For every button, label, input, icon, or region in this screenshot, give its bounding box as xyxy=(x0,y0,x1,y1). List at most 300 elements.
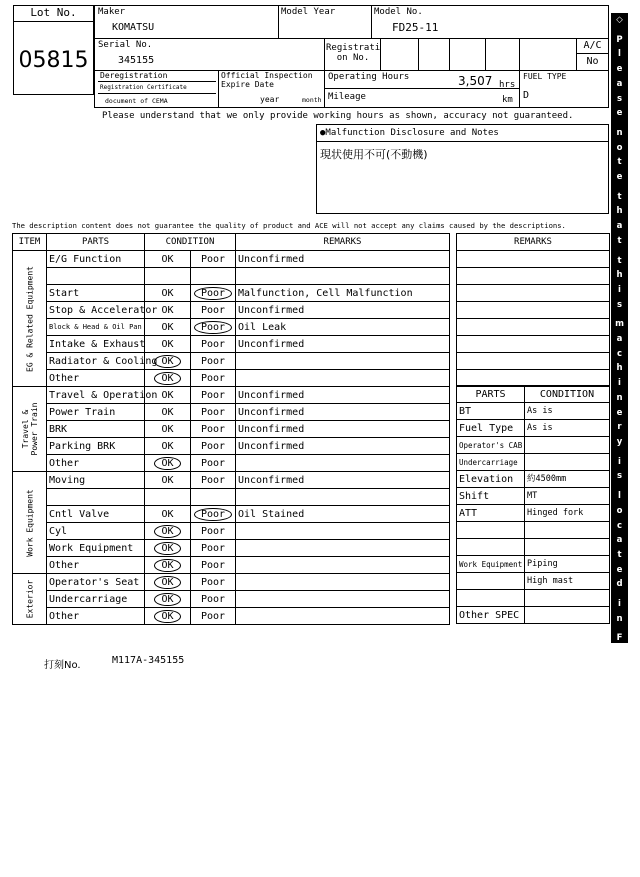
remark-cell xyxy=(236,370,450,387)
part-name: Parking BRK xyxy=(47,438,145,455)
ok-mark: OK xyxy=(161,389,174,401)
hours-notice: Please understand that we only provide working hours as shown, accuracy not guaranteed. xyxy=(102,111,574,121)
side-char: k xyxy=(616,677,623,688)
spec-condition: Hinged fork xyxy=(525,505,610,522)
table-row xyxy=(13,302,450,319)
poor-mark: Poor xyxy=(200,593,226,605)
spec-part xyxy=(457,522,525,539)
poor-cell xyxy=(191,421,236,438)
table-row xyxy=(457,420,610,437)
spec-part: Work Equipment xyxy=(457,556,525,573)
side-char: l xyxy=(618,49,621,60)
ok-mark: OK xyxy=(161,508,174,520)
remark-cell xyxy=(236,574,450,591)
poor-cell xyxy=(191,370,236,387)
table-row xyxy=(457,505,610,522)
poor-mark: Poor xyxy=(200,389,226,401)
side-char: n xyxy=(616,127,623,138)
poor-mark: Poor xyxy=(200,474,226,486)
ok-mark: OK xyxy=(154,355,180,368)
group-label: Work Equipment xyxy=(25,488,34,557)
poor-mark: Poor xyxy=(200,338,226,350)
spec-part xyxy=(457,573,525,590)
table-row xyxy=(457,454,610,471)
side-char: t xyxy=(617,549,622,560)
poor-cell xyxy=(191,489,236,506)
poor-mark: Poor xyxy=(200,525,226,537)
side-char: e xyxy=(616,172,623,183)
side-char: a xyxy=(616,334,623,345)
part-name: Radiator & Cooling xyxy=(47,353,145,370)
side-char: a xyxy=(616,535,623,546)
registration-label: Registrati on No. xyxy=(326,43,381,63)
side-char: o xyxy=(616,648,623,659)
spec-condition xyxy=(525,437,610,454)
spec-part: Shift xyxy=(457,488,525,505)
ok-mark: OK xyxy=(154,525,180,538)
remark-cell xyxy=(236,608,450,625)
remark-cell: Unconfirmed xyxy=(236,336,450,353)
poor-mark: Poor xyxy=(200,576,226,588)
poor-cell xyxy=(191,285,236,302)
remark-blank xyxy=(457,268,610,285)
side-char: e xyxy=(616,564,623,575)
ok-cell xyxy=(145,489,191,506)
ok-mark: OK xyxy=(161,304,174,316)
poor-cell xyxy=(191,251,236,268)
part-name: Undercarriage xyxy=(47,591,145,608)
poor-cell xyxy=(191,455,236,472)
table-row xyxy=(457,607,610,624)
remark-blank xyxy=(457,251,610,268)
part-name: Operator's Seat xyxy=(47,574,145,591)
side-char: g xyxy=(616,844,623,855)
lot-no: 05815 xyxy=(18,48,89,73)
poor-mark: Poor xyxy=(200,304,226,316)
group-cell xyxy=(13,472,47,574)
part-name: Cyl xyxy=(47,523,145,540)
table-row xyxy=(13,353,450,370)
remark-cell: Oil Stained xyxy=(236,506,450,523)
side-char: s xyxy=(616,299,623,310)
remark-cell: Unconfirmed xyxy=(236,387,450,404)
table-row xyxy=(457,488,610,505)
lot-no-label: Lot No. xyxy=(30,6,77,19)
spec-condition xyxy=(525,590,610,607)
remark-cell: Unconfirmed xyxy=(236,404,450,421)
side-char: l xyxy=(618,692,621,703)
ok-cell xyxy=(145,319,191,336)
side-char: t xyxy=(617,157,622,168)
ok-cell xyxy=(145,285,191,302)
ok-cell xyxy=(145,438,191,455)
side-char: a xyxy=(616,221,623,232)
table-row xyxy=(457,539,610,556)
ok-cell xyxy=(145,251,191,268)
spec-condition: High mast xyxy=(525,573,610,590)
spec-condition: MT xyxy=(525,488,610,505)
table-row xyxy=(13,557,450,574)
header-item: ITEM xyxy=(13,234,47,251)
remark-cell: Malfunction, Cell Malfunction xyxy=(236,285,450,302)
ok-cell xyxy=(145,557,191,574)
spec-condition xyxy=(525,522,610,539)
deregistration-label: Deregistration xyxy=(100,71,168,80)
footer-label: 打刻No. xyxy=(44,660,81,671)
remark-cell xyxy=(236,591,450,608)
model-year-label: Model Year xyxy=(281,7,336,17)
side-char: i xyxy=(618,284,621,295)
group-cell xyxy=(13,574,47,625)
right-remarks-table xyxy=(456,233,610,387)
part-name: Start xyxy=(47,285,145,302)
ok-mark: OK xyxy=(154,372,180,385)
part-name: Work Equipment xyxy=(47,540,145,557)
ok-mark: OK xyxy=(161,423,174,435)
table-row xyxy=(13,319,450,336)
remark-cell: Unconfirmed xyxy=(236,251,450,268)
part-name: Cntl Valve xyxy=(47,506,145,523)
operating-hours-value: 3,507 xyxy=(458,74,493,88)
ok-mark: OK xyxy=(154,542,180,555)
side-char: i xyxy=(618,456,621,467)
condition-table xyxy=(12,233,450,625)
month-label: month xyxy=(302,96,322,104)
table-row xyxy=(457,590,610,607)
poor-cell xyxy=(191,319,236,336)
table-row xyxy=(13,370,450,387)
ok-mark: OK xyxy=(161,474,174,486)
poor-mark: Poor xyxy=(200,355,226,367)
ok-cell xyxy=(145,523,191,540)
part-name: Travel & Operation xyxy=(47,387,145,404)
part-name: Power Train xyxy=(47,404,145,421)
ok-cell xyxy=(145,472,191,489)
spec-condition: As is xyxy=(525,420,610,437)
table-row xyxy=(13,268,450,285)
poor-cell xyxy=(191,336,236,353)
maker-label: Maker xyxy=(98,7,126,17)
remark-blank xyxy=(457,336,610,353)
side-char: m xyxy=(615,319,624,330)
side-char: c xyxy=(616,348,623,359)
table-row xyxy=(457,285,610,302)
side-char: t xyxy=(617,736,622,747)
table-row xyxy=(13,591,450,608)
poor-cell xyxy=(191,523,236,540)
malfunction-text: 現状使用不可(不動機) xyxy=(320,148,428,161)
poor-cell xyxy=(191,591,236,608)
table-row xyxy=(457,403,610,420)
group-cell xyxy=(13,251,47,387)
side-char: F xyxy=(616,633,623,644)
side-char: n xyxy=(616,829,623,840)
spec-condition: Piping xyxy=(525,556,610,573)
remark-cell xyxy=(236,268,450,285)
spec-part: BT xyxy=(457,403,525,420)
remark-cell: Unconfirmed xyxy=(236,302,450,319)
inspection-label: Official Inspection Expire Date xyxy=(221,71,313,89)
hrs-unit: hrs xyxy=(499,80,516,90)
poor-cell xyxy=(191,574,236,591)
part-name xyxy=(47,268,145,285)
poor-mark: Poor xyxy=(200,542,226,554)
ok-mark: OK xyxy=(161,440,174,452)
part-name: Stop & Accelerator xyxy=(47,302,145,319)
table-row xyxy=(457,251,610,268)
part-name: Block & Head & Oil Pan xyxy=(47,319,145,336)
side-char: o xyxy=(616,505,623,516)
remark-blank xyxy=(457,302,610,319)
poor-cell xyxy=(191,404,236,421)
spec-parts-header: PARTS xyxy=(457,386,525,403)
table-row xyxy=(13,608,450,625)
table-row xyxy=(13,387,450,404)
table-row xyxy=(13,438,450,455)
table-row xyxy=(457,268,610,285)
part-name: E/G Function xyxy=(47,251,145,268)
side-char: t xyxy=(617,235,622,246)
side-char: o xyxy=(616,142,623,153)
spec-condition xyxy=(525,539,610,556)
ok-cell xyxy=(145,268,191,285)
spec-part xyxy=(457,539,525,556)
poor-cell xyxy=(191,438,236,455)
side-char: e xyxy=(616,407,623,418)
km-unit: km xyxy=(502,95,513,105)
poor-cell xyxy=(191,540,236,557)
serial-no-value: 345155 xyxy=(118,55,155,66)
remark-cell xyxy=(236,523,450,540)
side-char: c xyxy=(616,520,623,531)
ok-cell xyxy=(145,574,191,591)
cema-label: document of CEMA xyxy=(105,97,168,105)
remark-cell xyxy=(236,489,450,506)
ok-mark: OK xyxy=(154,576,180,589)
side-char: i xyxy=(618,814,621,825)
spec-part xyxy=(457,590,525,607)
ok-mark: OK xyxy=(161,253,174,265)
ok-mark: OK xyxy=(161,321,174,333)
mileage-label: Mileage xyxy=(328,92,366,102)
side-char: y xyxy=(616,436,623,447)
poor-mark: Poor xyxy=(194,287,232,300)
side-char: s xyxy=(616,471,623,482)
remark-cell: Unconfirmed xyxy=(236,472,450,489)
side-char: e xyxy=(616,64,623,75)
table-row xyxy=(457,437,610,454)
remark-cell xyxy=(236,557,450,574)
poor-mark: Poor xyxy=(200,372,226,384)
ok-cell xyxy=(145,421,191,438)
part-name: Other xyxy=(47,608,145,625)
table-row xyxy=(457,319,610,336)
table-row xyxy=(13,251,450,268)
side-char: ◇ xyxy=(616,863,623,874)
table-row xyxy=(457,353,610,370)
remark-blank xyxy=(457,285,610,302)
footer-value: M117A-345155 xyxy=(112,655,185,666)
ok-cell xyxy=(145,455,191,472)
poor-cell xyxy=(191,506,236,523)
maker-value: KOMATSU xyxy=(112,22,155,33)
table-row xyxy=(13,404,450,421)
poor-cell xyxy=(191,472,236,489)
ok-cell xyxy=(145,336,191,353)
side-char: a xyxy=(616,78,623,89)
serial-no-label: Serial No. xyxy=(98,40,153,50)
remark-cell xyxy=(236,353,450,370)
side-char: P xyxy=(616,34,623,45)
side-char: h xyxy=(616,206,623,217)
table-row xyxy=(13,285,450,302)
side-char: P xyxy=(616,756,623,767)
ok-cell xyxy=(145,540,191,557)
remark-cell xyxy=(236,540,450,557)
ok-mark: OK xyxy=(161,406,174,418)
side-char: r xyxy=(617,662,622,673)
table-row xyxy=(457,370,610,387)
side-char: h xyxy=(616,363,623,374)
ok-cell xyxy=(145,608,191,625)
table-row xyxy=(457,471,610,488)
poor-cell xyxy=(191,353,236,370)
side-notice xyxy=(611,13,628,874)
side-char: k xyxy=(616,800,623,811)
side-char: n xyxy=(616,392,623,403)
table-row xyxy=(13,489,450,506)
spec-part: Fuel Type xyxy=(457,420,525,437)
side-char: i xyxy=(618,706,621,717)
poor-mark: Poor xyxy=(194,508,232,521)
part-name: Intake & Exhaust xyxy=(47,336,145,353)
table-row xyxy=(13,506,450,523)
group-label: Exterior xyxy=(25,579,34,619)
spec-part: Elevation xyxy=(457,471,525,488)
table-row xyxy=(457,522,610,539)
malfunction-title: ●Malfunction Disclosure and Notes xyxy=(320,128,499,138)
poor-cell xyxy=(191,608,236,625)
side-char: t xyxy=(617,191,622,202)
side-char: ◇ xyxy=(616,15,623,25)
table-row xyxy=(13,472,450,489)
model-no-label: Model No. xyxy=(374,7,423,17)
remark-cell: Unconfirmed xyxy=(236,421,450,438)
group-label: Travel & Power Train xyxy=(20,402,39,456)
table-row xyxy=(13,336,450,353)
table-row xyxy=(457,234,610,251)
poor-mark: Poor xyxy=(194,321,232,334)
table-row xyxy=(13,523,450,540)
fuel-type-value: D xyxy=(523,90,530,101)
table-row xyxy=(13,421,450,438)
group-label: EG & Related Equipment xyxy=(25,265,34,372)
side-char: r xyxy=(617,422,622,433)
poor-mark: Poor xyxy=(200,440,226,452)
remark-blank xyxy=(457,353,610,370)
ok-cell xyxy=(145,506,191,523)
ok-mark: OK xyxy=(154,610,180,623)
side-char: t xyxy=(617,255,622,266)
ok-cell xyxy=(145,404,191,421)
poor-cell xyxy=(191,268,236,285)
group-cell xyxy=(13,387,47,472)
registration-certificate-label: Registration Certificate xyxy=(100,84,187,91)
part-name: Other xyxy=(47,455,145,472)
side-char: e xyxy=(616,108,623,119)
side-char: f xyxy=(617,721,622,732)
side-char: l xyxy=(618,491,621,502)
table-row xyxy=(13,574,450,591)
table-row xyxy=(13,455,450,472)
spec-table xyxy=(456,385,610,624)
part-name: Other xyxy=(47,557,145,574)
ok-mark: OK xyxy=(154,457,180,470)
remark-blank xyxy=(457,319,610,336)
spec-condition: 約4500mm xyxy=(525,471,610,488)
ok-mark: OK xyxy=(161,338,174,350)
ok-mark: OK xyxy=(154,559,180,572)
table-row xyxy=(457,302,610,319)
fuel-type-label: FUEL TYPE xyxy=(523,72,567,81)
poor-cell xyxy=(191,302,236,319)
spec-condition: As is xyxy=(525,403,610,420)
poor-mark: Poor xyxy=(200,406,226,418)
header-parts: PARTS xyxy=(47,234,145,251)
part-name: BRK xyxy=(47,421,145,438)
year-label: year xyxy=(260,95,280,104)
side-char: n xyxy=(616,613,623,624)
header-remarks: REMARKS xyxy=(236,234,450,251)
side-char: r xyxy=(617,785,622,796)
side-char: d xyxy=(616,579,623,590)
spec-part: Other SPEC xyxy=(457,607,525,624)
side-char: s xyxy=(616,93,623,104)
ok-mark: OK xyxy=(161,287,174,299)
table-row xyxy=(457,556,610,573)
table-row xyxy=(457,336,610,353)
ok-mark: OK xyxy=(154,593,180,606)
disclaimer: The description content does not guarantee the quality of product and ACE will not accept any claims caused by the descriptions. xyxy=(12,221,566,230)
operating-hours-label: Operating Hours xyxy=(328,72,410,82)
header-condition: CONDITION xyxy=(145,234,236,251)
spec-condition xyxy=(525,607,610,624)
poor-mark: Poor xyxy=(200,423,226,435)
spec-part: Operator's CAB xyxy=(457,437,525,454)
spec-part: Undercarriage xyxy=(457,454,525,471)
poor-cell xyxy=(191,557,236,574)
poor-mark: Poor xyxy=(200,559,226,571)
side-char: h xyxy=(616,270,623,281)
remark-cell: Oil Leak xyxy=(236,319,450,336)
poor-mark: Poor xyxy=(200,457,226,469)
poor-cell xyxy=(191,387,236,404)
poor-mark: Poor xyxy=(200,610,226,622)
table-row xyxy=(457,386,610,403)
remark-cell: Unconfirmed xyxy=(236,438,450,455)
ok-cell xyxy=(145,591,191,608)
ac-value: No xyxy=(586,56,599,67)
spec-condition-header: CONDITION xyxy=(525,386,610,403)
part-name: Moving xyxy=(47,472,145,489)
poor-mark: Poor xyxy=(200,253,226,265)
ok-cell xyxy=(145,370,191,387)
table-row xyxy=(457,573,610,590)
side-char: a xyxy=(616,770,623,781)
remark-blank xyxy=(457,370,610,387)
model-no-value: FD25-11 xyxy=(392,21,439,34)
spec-condition xyxy=(525,454,610,471)
